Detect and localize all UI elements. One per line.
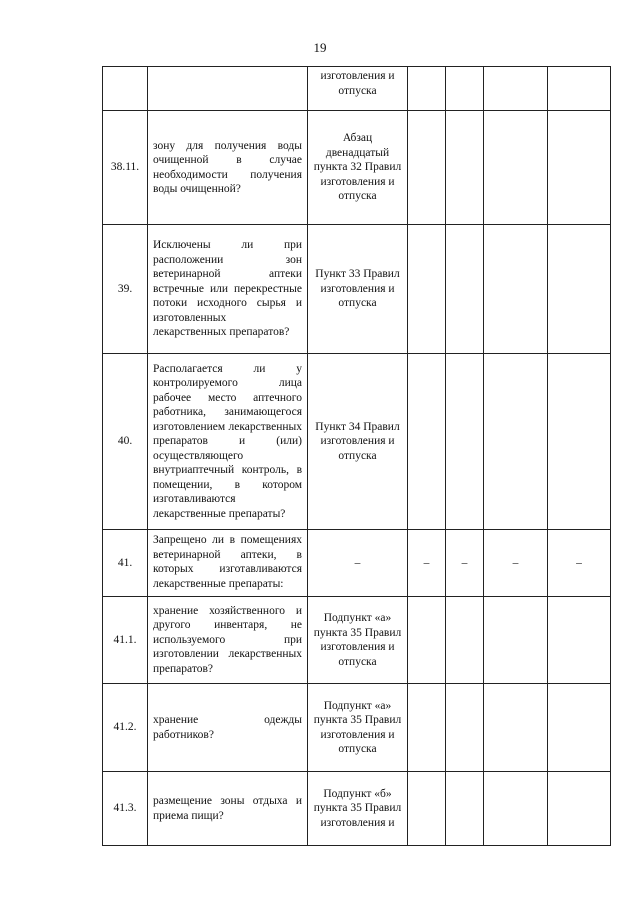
table-row <box>103 597 611 684</box>
answer-cell-na[interactable] <box>484 684 548 772</box>
table-row <box>103 684 611 772</box>
answer-cell-note[interactable] <box>548 597 611 684</box>
row-question: Запрещено ли в помещениях ветеринарной аптеки, в которых изготавливаются лекарственные препараты: <box>148 530 308 597</box>
row-question <box>148 67 308 111</box>
answer-cell-no[interactable] <box>446 225 484 354</box>
row-number: 41.1. <box>103 597 148 684</box>
answer-cell-na[interactable] <box>484 597 548 684</box>
answer-cell-yes[interactable] <box>408 225 446 354</box>
answer-cell-note[interactable] <box>548 772 611 846</box>
answer-cell-na[interactable] <box>484 354 548 530</box>
answer-cell-na[interactable]: – <box>484 530 548 597</box>
answer-cell-na[interactable] <box>484 225 548 354</box>
answer-cell-yes[interactable] <box>408 684 446 772</box>
row-reference: Подпункт «б» пункта 35 Правил изготовления и <box>308 772 408 846</box>
answer-cell-yes[interactable]: – <box>408 530 446 597</box>
row-reference: Подпункт «а» пункта 35 Правил изготовления и отпуска <box>308 684 408 772</box>
row-reference: изготовления и отпуска <box>308 67 408 111</box>
row-question: Располагается ли у контролируемого лица рабочее место аптечного работника, занимающегося изготовлением лекарственных препаратов и (или) осуществляющего внутриаптечный контроль, в помещении, в котором изготавливаются лекарственные препараты? <box>148 354 308 530</box>
checklist-table <box>102 66 611 846</box>
table-row <box>103 772 611 846</box>
row-number: 41.3. <box>103 772 148 846</box>
row-reference: Подпункт «а» пункта 35 Правил изготовления и отпуска <box>308 597 408 684</box>
row-question: зону для получения воды очищенной в случае необходимости получения воды очищенной? <box>148 111 308 225</box>
row-reference: Пункт 33 Правил изготовления и отпуска <box>308 225 408 354</box>
answer-cell-yes[interactable] <box>408 67 446 111</box>
page-number: 19 <box>313 40 327 55</box>
answer-cell-yes[interactable] <box>408 354 446 530</box>
answer-cell-note[interactable] <box>548 354 611 530</box>
answer-cell-no[interactable] <box>446 684 484 772</box>
answer-cell-no[interactable] <box>446 67 484 111</box>
row-number: 41.2. <box>103 684 148 772</box>
row-reference: Пункт 34 Правил изготовления и отпуска <box>308 354 408 530</box>
row-number: 40. <box>103 354 148 530</box>
answer-cell-na[interactable] <box>484 67 548 111</box>
answer-cell-note[interactable] <box>548 225 611 354</box>
table-row <box>103 111 611 225</box>
row-reference: Абзац двенадцатый пункта 32 Правил изготовления и отпуска <box>308 111 408 225</box>
answer-cell-no[interactable]: – <box>446 530 484 597</box>
table-row <box>103 67 611 111</box>
row-reference: – <box>308 530 408 597</box>
answer-cell-note[interactable] <box>548 111 611 225</box>
row-question: хранение хозяйственного и другого инвентаря, не используемого при изготовлении лекарственных препаратов? <box>148 597 308 684</box>
row-number: 38.11. <box>103 111 148 225</box>
row-number: 41. <box>103 530 148 597</box>
row-number <box>103 67 148 111</box>
row-question: хранение одежды работников? <box>148 684 308 772</box>
table-row <box>103 530 611 597</box>
answer-cell-yes[interactable] <box>408 111 446 225</box>
row-question: Исключены ли при расположении зон ветеринарной аптеки встречные или перекрестные потоки исходного сырья и изготовленных лекарственных препаратов? <box>148 225 308 354</box>
table-row <box>103 354 611 530</box>
answer-cell-yes[interactable] <box>408 597 446 684</box>
answer-cell-na[interactable] <box>484 772 548 846</box>
row-question: размещение зоны отдыха и приема пищи? <box>148 772 308 846</box>
answer-cell-no[interactable] <box>446 597 484 684</box>
answer-cell-na[interactable] <box>484 111 548 225</box>
answer-cell-note[interactable]: – <box>548 530 611 597</box>
table-row <box>103 225 611 354</box>
answer-cell-note[interactable] <box>548 67 611 111</box>
answer-cell-note[interactable] <box>548 684 611 772</box>
answer-cell-yes[interactable] <box>408 772 446 846</box>
answer-cell-no[interactable] <box>446 111 484 225</box>
row-number: 39. <box>103 225 148 354</box>
answer-cell-no[interactable] <box>446 354 484 530</box>
answer-cell-no[interactable] <box>446 772 484 846</box>
